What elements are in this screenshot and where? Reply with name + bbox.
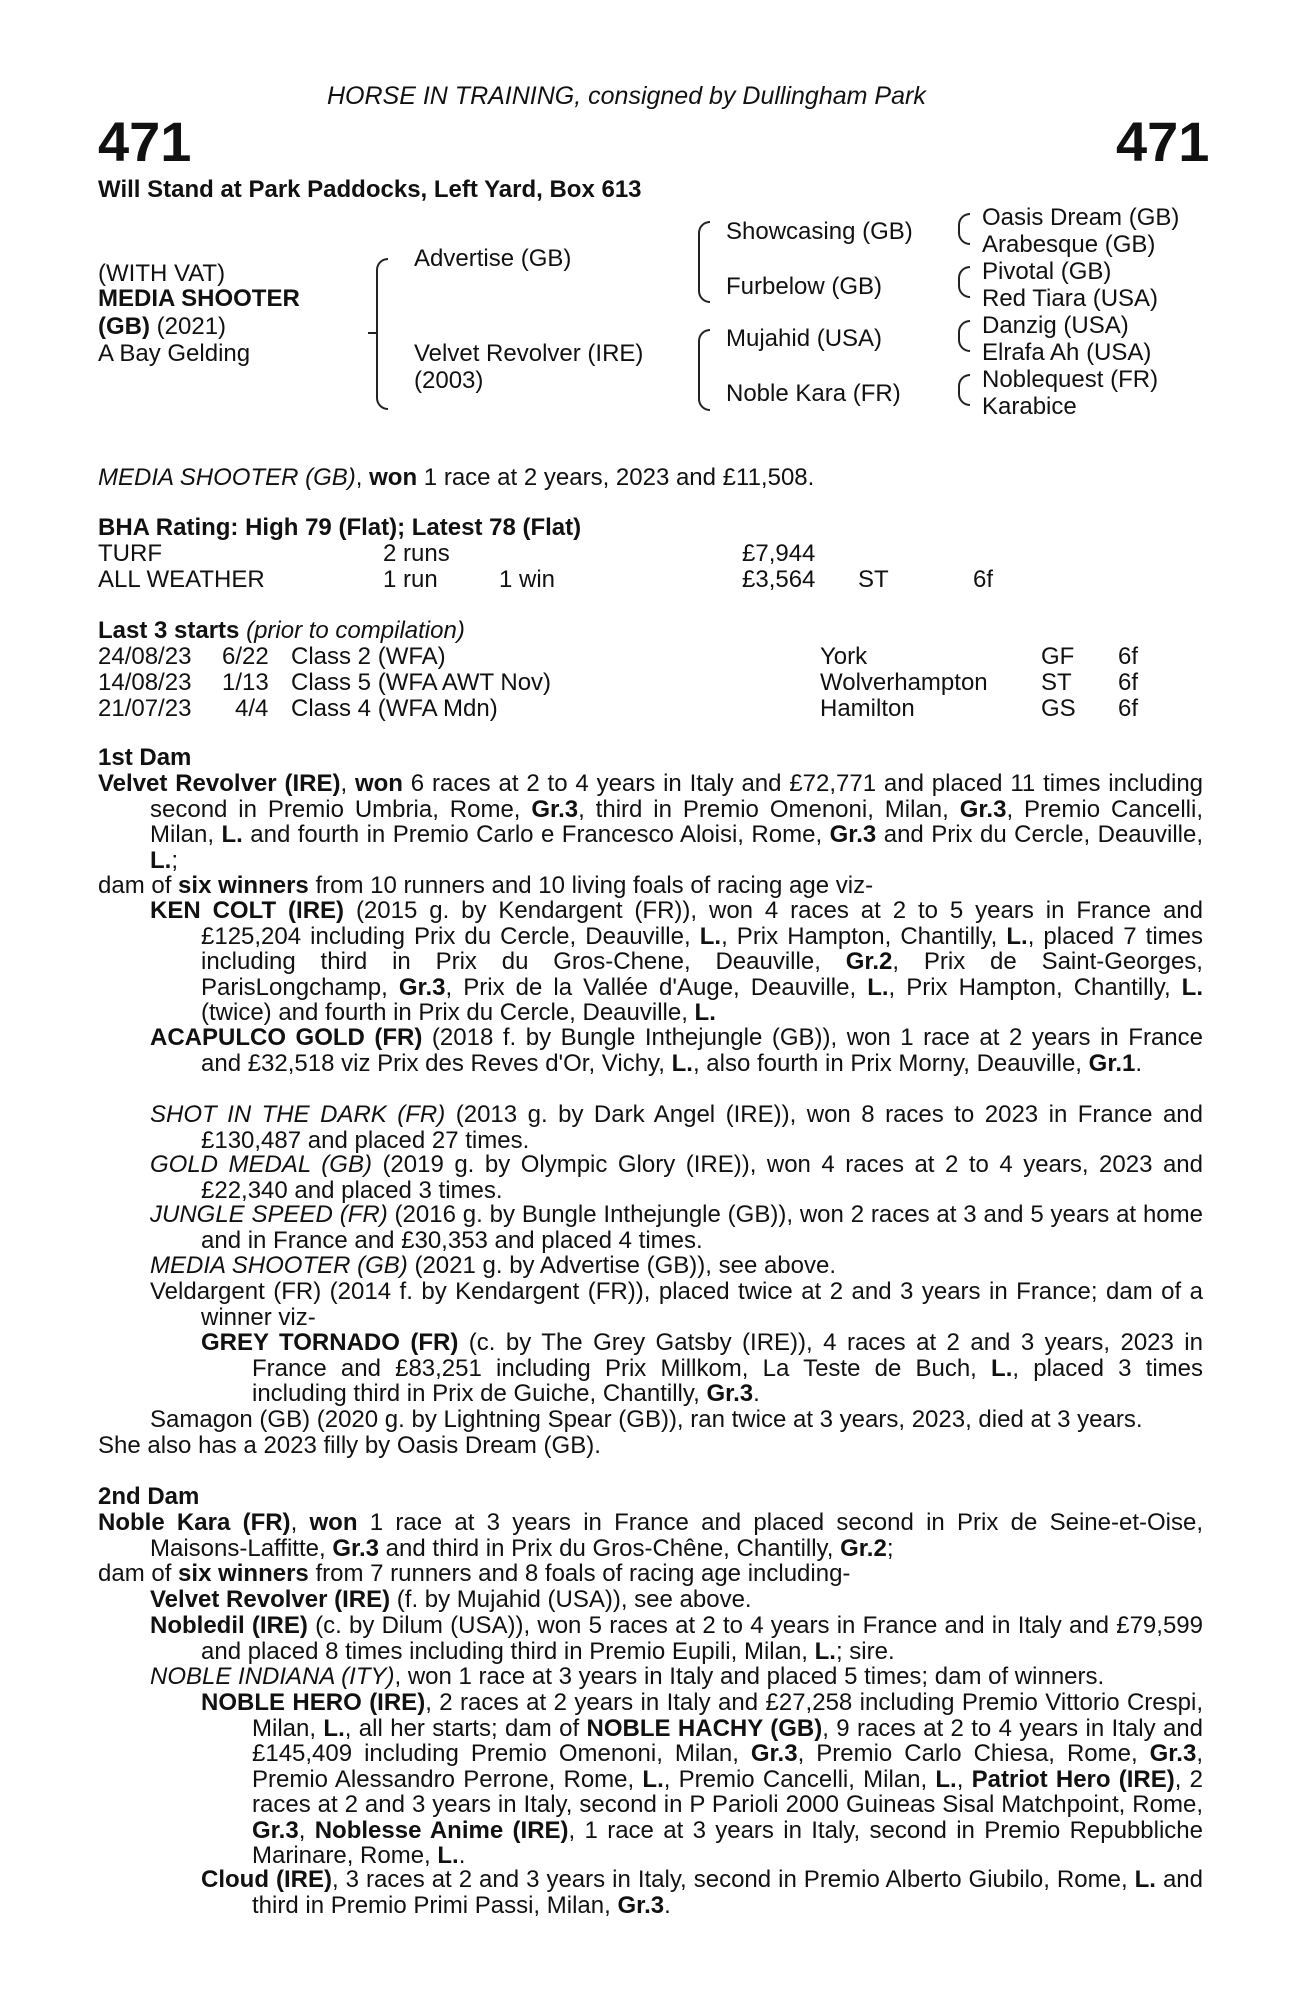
pedigree-brace-4b <box>958 266 970 298</box>
produce-samagon: Samagon (GB) (2020 g. by Lightning Spear (GB)), ran twice at 3 years, 2023, died at 3 years. <box>150 1406 1143 1433</box>
start-race: Class 4 (WFA Mdn) <box>291 695 498 722</box>
second-dam-produce-summary: dam of six winners from 7 runners and 8 foals of racing age including- <box>98 1560 851 1587</box>
produce-noble-hero: NOBLE HERO (IRE), 2 races at 2 years in Italy and £27,258 including Premio Vittorio Crespi, Milan, L., all her starts; dam of NOBLE HACHY (GB), 9 races at 2 to 4 years in Italy and £145,409 including Premio Omenoni, Milan, Gr.3, Premio Carlo Chiesa, Rome, Gr.3, Premio Alessandro Perrone, Rome, L., Premio Cancelli, Milan, L., Patriot Hero (IRE), 2 races at 2 and 3 years in Italy, second in P Parioli 2000 Guineas Sisal Matchpoint, Rome, Gr.3, Noblesse Anime (IRE), 1 race at 3 years in Italy, second in Premio Repubbliche Marinare, Rome, L.. <box>201 1689 1204 1869</box>
pedigree-ddd: Karabice <box>982 393 1077 420</box>
rating-runs: 1 run <box>383 566 438 593</box>
pedigree-brace-4c <box>958 320 970 352</box>
start-date: 14/08/23 <box>98 669 192 696</box>
first-dam-filly-note: She also has a 2023 filly by Oasis Dream (GB). <box>98 1432 601 1459</box>
produce-grey-tornado: GREY TORNADO (FR) (c. by The Grey Gatsby (IRE)), 4 races at 2 and 3 years, 2023 in France and £83,251 including Prix Millkom, La Teste de Buch, L., placed 3 times including third in Prix de Guiche, Chantilly, Gr.3. <box>201 1329 1203 1407</box>
rating-surface: TURF <box>98 540 162 567</box>
pedigree-ssd: Arabesque (GB) <box>982 231 1156 258</box>
start-distance: 6f <box>1118 695 1139 722</box>
pedigree-dam-sire: Mujahid (USA) <box>726 325 883 352</box>
horse-origin-year: (GB) (2021) <box>98 313 227 340</box>
lot-number-right: 471 <box>1116 110 1210 173</box>
pedigree-sds: Pivotal (GB) <box>982 258 1112 285</box>
pedigree-dss: Danzig (USA) <box>982 312 1129 339</box>
consignment-line: HORSE IN TRAINING, consigned by Dullingham Park <box>327 82 926 110</box>
vat-note: (WITH VAT) <box>98 260 226 287</box>
produce-velvet-revolver: Velvet Revolver (IRE) (f. by Mujahid (USA)), see above. <box>150 1586 752 1613</box>
start-course: York <box>820 643 868 670</box>
lot-number-left: 471 <box>98 110 192 173</box>
start-date: 24/08/23 <box>98 643 192 670</box>
second-dam-heading: 2nd Dam <box>98 1483 200 1510</box>
pedigree-sire: Advertise (GB) <box>414 245 572 272</box>
start-course: Hamilton <box>820 695 915 722</box>
produce-acapulco-gold: ACAPULCO GOLD (FR) (2018 f. by Bungle Inthejungle (GB)), won 1 race at 2 years in France and £32,518 viz Prix des Reves d'Or, Vichy, L., also fourth in Prix Morny, Deauville, Gr.1. <box>150 1024 1204 1077</box>
produce-media-shooter: MEDIA SHOOTER (GB) (2021 g. by Advertise (GB)), see above. <box>150 1252 837 1279</box>
pedigree-dam-dam: Noble Kara (FR) <box>726 380 901 407</box>
bha-rating: BHA Rating: High 79 (Flat); Latest 78 (Flat) <box>98 514 582 541</box>
produce-gold-medal: GOLD MEDAL (GB) (2019 g. by Olympic Glory (IRE)), won 4 races at 2 to 4 years, 2023 and £22,340 and placed 3 times. <box>150 1151 1203 1204</box>
start-race: Class 2 (WFA) <box>291 643 446 670</box>
first-dam-heading: 1st Dam <box>98 744 192 771</box>
pedigree-brace-main <box>376 258 388 410</box>
first-dam-produce-summary: dam of six winners from 10 runners and 10 living foals of racing age viz- <box>98 872 874 899</box>
stabling-line: Will Stand at Park Paddocks, Left Yard, Box 613 <box>98 176 642 203</box>
pedigree-dsd: Elrafa Ah (USA) <box>982 339 1152 366</box>
start-distance: 6f <box>1118 643 1139 670</box>
start-going: GS <box>1041 695 1076 722</box>
pedigree-brace-main-tip <box>368 332 378 334</box>
horse-name: MEDIA SHOOTER <box>98 285 300 312</box>
horse-description: A Bay Gelding <box>98 340 251 367</box>
last-starts-title: Last 3 starts (prior to compilation) <box>98 617 465 644</box>
pedigree-brace-sire <box>698 221 710 303</box>
rating-wins: 1 win <box>499 566 556 593</box>
start-going: ST <box>1041 669 1072 696</box>
rating-going: ST <box>858 566 889 593</box>
pedigree-dds: Noblequest (FR) <box>982 366 1159 393</box>
first-dam-record: Velvet Revolver (IRE), won 6 races at 2 to 4 years in Italy and £72,771 and placed 11 times including second in Premio Umbria, Rome, Gr.3, third in Premio Omenoni, Milan, Gr.3, Premio Cancelli, Milan, L. and fourth in Premio Carlo e Francesco Aloisi, Rome, Gr.3 and Prix du Cercle, Deauville, L.; <box>98 770 1204 874</box>
start-course: Wolverhampton <box>820 669 988 696</box>
start-position: 4/4 <box>235 695 269 722</box>
pedigree-brace-4d <box>958 374 970 406</box>
produce-noble-indiana: NOBLE INDIANA (ITY), won 1 race at 3 years in Italy and placed 5 times; dam of winners. <box>150 1663 1105 1690</box>
pedigree-sire-sire: Showcasing (GB) <box>726 218 913 245</box>
produce-veldargent: Veldargent (FR) (2014 f. by Kendargent (FR)), placed twice at 2 and 3 years in France; dam of a winner viz- <box>150 1278 1203 1331</box>
produce-nobledil: Nobledil (IRE) (c. by Dilum (USA)), won 5 races at 2 to 4 years in France and in Italy and £79,599 and placed 8 times including third in Premio Eupili, Milan, L.; sire. <box>150 1612 1203 1665</box>
rating-prize: £3,564 <box>742 566 816 593</box>
pedigree-sdd: Red Tiara (USA) <box>982 285 1159 312</box>
produce-jungle-speed: JUNGLE SPEED (FR) (2016 g. by Bungle Inthejungle (GB)), won 2 races at 3 and 5 years at home and in France and £30,353 and placed 4 times. <box>150 1201 1203 1254</box>
rating-distance: 6f <box>973 566 994 593</box>
pedigree-sire-dam: Furbelow (GB) <box>726 273 883 300</box>
rating-surface: ALL WEATHER <box>98 566 265 593</box>
produce-cloud: Cloud (IRE), 3 races at 2 and 3 years in Italy, second in Premio Alberto Giubilo, Rome, L. and third in Premio Primi Passi, Milan, Gr.3. <box>201 1866 1203 1919</box>
race-summary: MEDIA SHOOTER (GB), won 1 race at 2 years, 2023 and £11,508. <box>98 464 815 491</box>
second-dam-record: Noble Kara (FR), won 1 race at 3 years in France and placed second in Prix de Seine-et-Oise, Maisons-Laffitte, Gr.3 and third in Prix du Gros-Chêne, Chantilly, Gr.2; <box>98 1509 1203 1562</box>
start-race: Class 5 (WFA AWT Nov) <box>291 669 552 696</box>
pedigree-dam: Velvet Revolver (IRE) <box>414 340 644 367</box>
start-position: 6/22 <box>222 643 269 670</box>
pedigree-dam-year: (2003) <box>414 367 484 394</box>
pedigree-sss: Oasis Dream (GB) <box>982 204 1180 231</box>
start-distance: 6f <box>1118 669 1139 696</box>
produce-ken-colt: KEN COLT (IRE) (2015 g. by Kendargent (FR)), won 4 races at 2 to 5 years in France and £125,204 including Prix du Cercle, Deauville, L., Prix Hampton, Chantilly, L., placed 7 times including third in Prix du Gros-Chene, Deauville, Gr.2, Prix de Saint-Georges, ParisLongchamp, Gr.3, Prix de la Vallée d'Auge, Deauville, L., Prix Hampton, Chantilly, L. (twice) and fourth in Prix du Cercle, Deauville, L. <box>150 897 1203 1026</box>
pedigree-brace-dam <box>698 329 710 411</box>
start-position: 1/13 <box>222 669 269 696</box>
rating-runs: 2 runs <box>383 540 450 567</box>
rating-prize: £7,944 <box>742 540 816 567</box>
produce-shot-in-the-dark: SHOT IN THE DARK (FR) (2013 g. by Dark Angel (IRE)), won 8 races to 2023 in France and £130,487 and placed 27 times. <box>150 1101 1203 1154</box>
pedigree-brace-4a <box>958 213 970 245</box>
start-date: 21/07/23 <box>98 695 192 722</box>
start-going: GF <box>1041 643 1075 670</box>
